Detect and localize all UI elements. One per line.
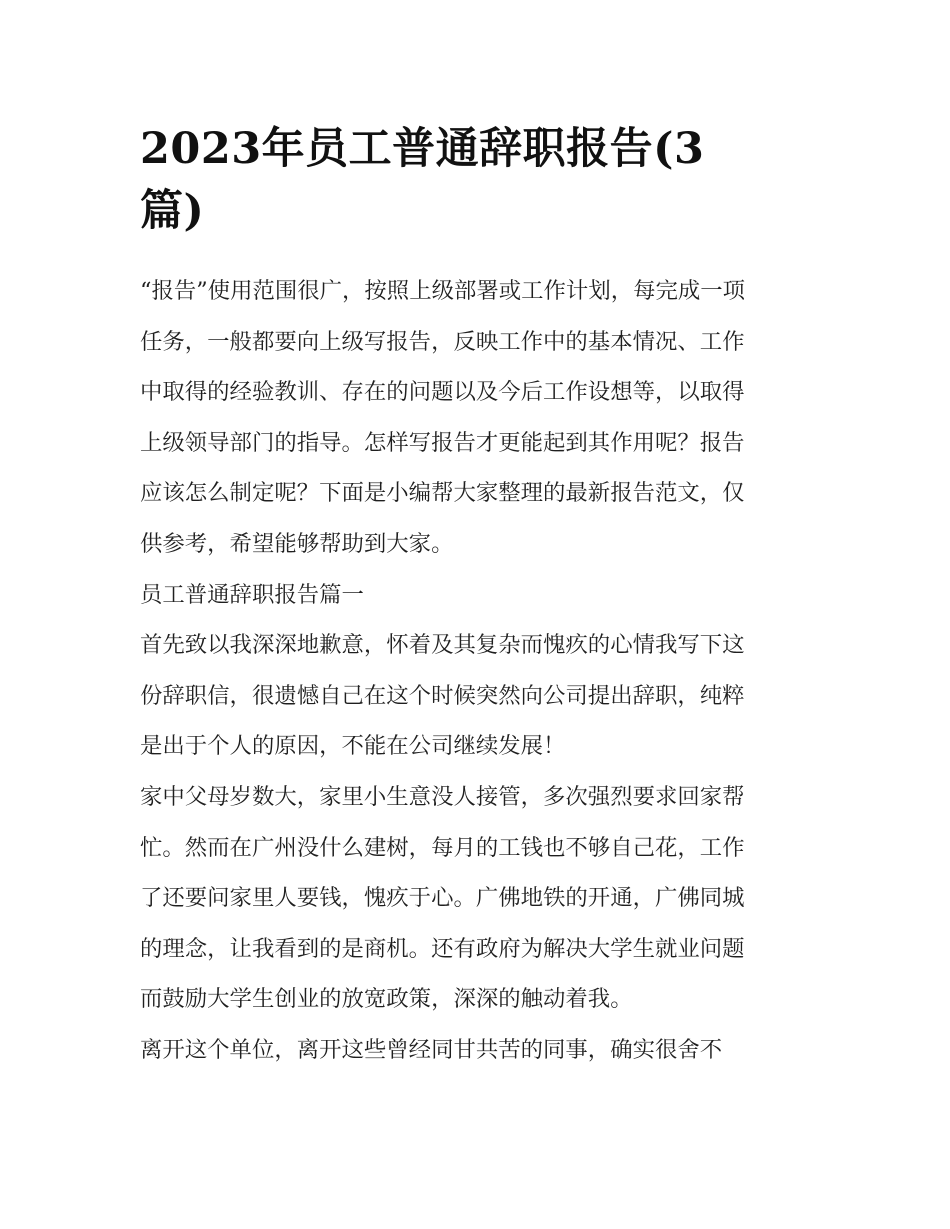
text-line: 供参考，希望能够帮助到大家。 (140, 530, 454, 557)
title-line: 2023年员工普通辞职报告(3 (140, 124, 705, 174)
text-line: 中取得的经验教训、存在的问题以及今后工作设想等，以取得 (140, 379, 745, 406)
text-line: 的理念，让我看到的是商机。还有政府为解决大学生就业问题 (140, 935, 745, 962)
text-line: 上级领导部门的指导。怎样写报告才更能起到其作用呢？报告 (140, 429, 745, 456)
text-line: 首先致以我深深地歉意，怀着及其复杂而愧疚的心情我写下这 (140, 632, 745, 659)
text-line: 是出于个人的原因，不能在公司继续发展！ (140, 733, 566, 760)
text-line: 员工普通辞职报告篇一 (140, 581, 364, 608)
text-line: 份辞职信，很遗憾自己在这个时候突然向公司提出辞职，纯粹 (140, 682, 745, 709)
text-line: 离开这个单位，离开这些曾经同甘共苦的同事，确实很舍不 (140, 1036, 723, 1063)
intro-paragraph (140, 266, 812, 570)
body-paragraph (140, 772, 812, 1025)
body-paragraph (140, 1025, 812, 1076)
document-title (140, 118, 812, 242)
body-paragraph (140, 620, 812, 772)
text-line: 忙。然而在广州没什么建树，每月的工钱也不够自己花，工作 (140, 834, 745, 861)
text-line: 家中父母岁数大，家里小生意没人接管，多次强烈要求回家帮 (140, 783, 745, 810)
text-line: 而鼓励大学生创业的放宽政策，深深的触动着我。 (140, 986, 633, 1013)
text-line: “报告”使用范围很广，按照上级部署或工作计划，每完成一项 (140, 278, 746, 304)
document-body (140, 118, 812, 1076)
title-line: 篇) (140, 186, 205, 236)
text-line: 了还要问家里人要钱，愧疚于心。广佛地铁的开通，广佛同城 (140, 885, 745, 912)
text-line: 应该怎么制定呢？下面是小编帮大家整理的最新报告范文，仅 (140, 480, 745, 507)
text-line: 任务，一般都要向上级写报告，反映工作中的基本情况、工作 (140, 328, 745, 355)
section-heading (140, 570, 812, 621)
